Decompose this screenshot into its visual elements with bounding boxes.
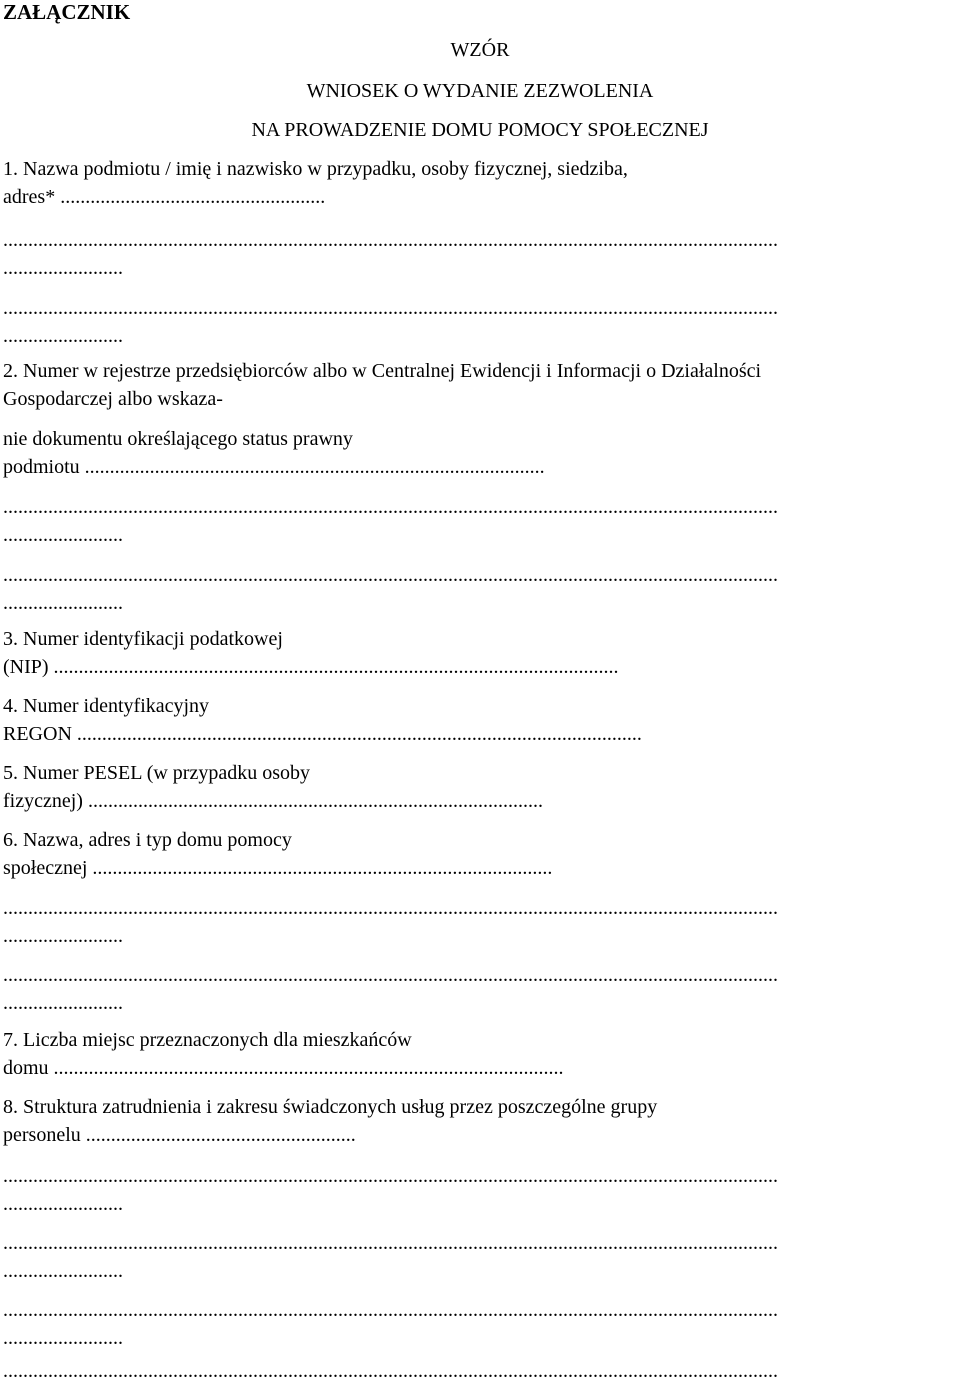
item1-label: 1. Nazwa podmiotu / imię i nazwisko w przypadku, osoby fizycznej, siedziba,	[3, 158, 628, 180]
item2-fill-line: ...........................................................................................................................................................	[3, 496, 778, 518]
item6-label: 6. Nazwa, adres i typ domu pomocy	[3, 829, 292, 851]
item2-fill-line: ........................	[3, 524, 123, 546]
item2-label-cont: Gospodarczej albo wskaza-	[3, 388, 223, 410]
item2-entity-field: podmiotu ............................................................................................	[3, 456, 545, 478]
wzor-label: WZÓR	[450, 39, 510, 61]
item8-fill-line: ........................	[3, 1193, 123, 1215]
item3-nip-field: (NIP) .................................................................................................................	[3, 656, 619, 678]
item6-fill-line: ........................	[3, 925, 123, 947]
item6-fill-line: ...........................................................................................................................................................	[3, 897, 778, 919]
annex-label: ZAŁĄCZNIK	[3, 0, 131, 24]
item8-staff-field: personelu ......................................................	[3, 1124, 356, 1146]
item1-fill-line: ........................	[3, 257, 123, 279]
form-title-line1: WNIOSEK O WYDANIE ZEZWOLENIA	[306, 80, 654, 102]
item3-label: 3. Numer identyfikacji podatkowej	[3, 628, 283, 650]
item2-fill-line: ...........................................................................................................................................................	[3, 564, 778, 586]
item6-fill-line: ...........................................................................................................................................................	[3, 964, 778, 986]
item6-fill-line: ........................	[3, 992, 123, 1014]
item2-label: 2. Numer w rejestrze przedsiębiorców albo w Centralnej Ewidencji i Informacji o Działalności	[3, 360, 762, 382]
item7-label: 7. Liczba miejsc przeznaczonych dla mieszkańców	[3, 1029, 412, 1051]
item8-fill-line: ...........................................................................................................................................................	[3, 1299, 778, 1321]
item6-home-field: społecznej ............................................................................................	[3, 857, 553, 879]
item8-fill-line: ........................	[3, 1327, 123, 1349]
item8-fill-line: ........................	[3, 1260, 123, 1282]
item2-fill-line: ........................	[3, 592, 123, 614]
item1-fill-line: ...........................................................................................................................................................	[3, 297, 778, 319]
form-title-line2: NA PROWADZENIE DOMU POMOCY SPOŁECZNEJ	[251, 119, 709, 141]
item8-fill-line: ...........................................................................................................................................................	[3, 1232, 778, 1254]
item7-places-field: domu ......................................................................................................	[3, 1057, 564, 1079]
item5-label: 5. Numer PESEL (w przypadku osoby	[3, 762, 310, 784]
item8-fill-line: ...........................................................................................................................................................	[3, 1360, 778, 1382]
item8-label: 8. Struktura zatrudnienia i zakresu świadczonych usług przez poszczególne grupy	[3, 1096, 658, 1118]
item1-fill-line: ...........................................................................................................................................................	[3, 229, 778, 251]
item4-regon-field: REGON .................................................................................................................	[3, 723, 642, 745]
item2-label-cont: nie dokumentu określającego status prawny	[3, 428, 353, 450]
item1-address-field: adres* .....................................................	[3, 186, 326, 208]
item1-fill-line: ........................	[3, 325, 123, 347]
item5-pesel-field: fizycznej) ...........................................................................................	[3, 790, 543, 812]
item8-fill-line: ...........................................................................................................................................................	[3, 1165, 778, 1187]
item4-label: 4. Numer identyfikacyjny	[3, 695, 210, 717]
